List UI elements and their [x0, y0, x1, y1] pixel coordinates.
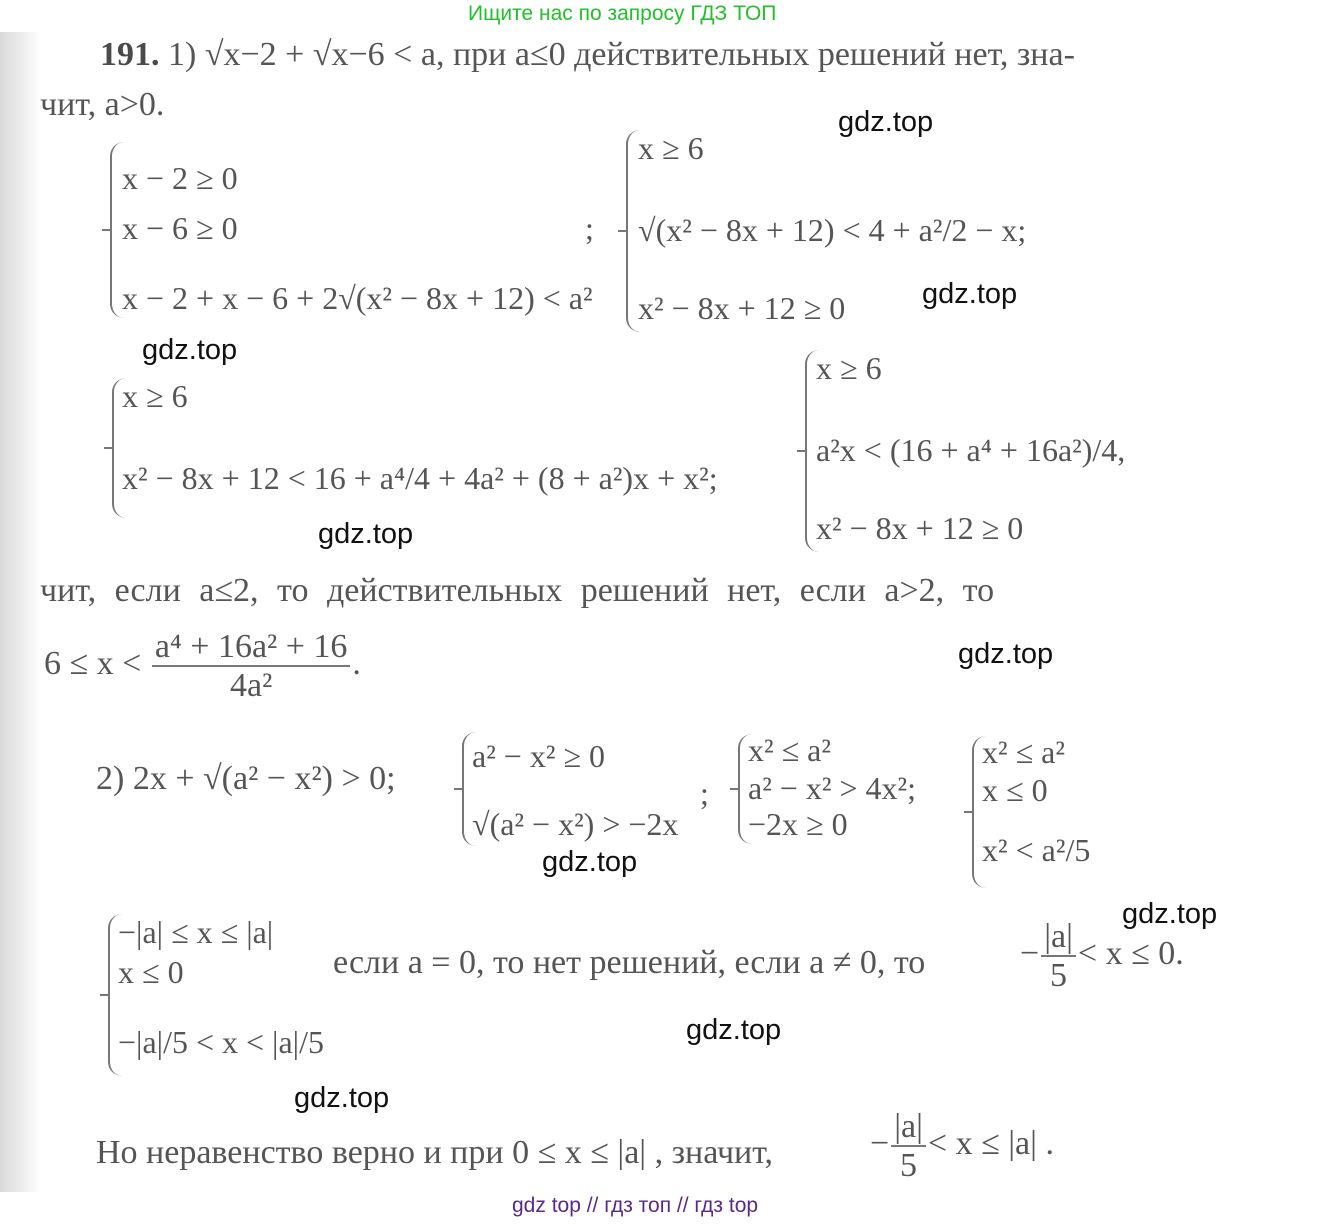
sys2-line-2: √(x² − 8x + 12) < 4 + a²/2 − x; — [638, 212, 1027, 248]
sys1-line-2: x − 6 ≥ 0 — [122, 210, 238, 246]
p2-sys1-line-2: √(a² − x²) > −2x — [472, 806, 679, 842]
part1-intro-expr: √x−2 + √x−6 < a, — [204, 36, 445, 73]
part2-case-text: если a = 0, то нет решений, если a ≠ 0, то — [333, 944, 926, 981]
sys1-line-3: x − 2 + x − 6 + 2√(x² − 8x + 12) < a² — [122, 280, 593, 316]
p2-sys4-line-2: x ≤ 0 — [118, 954, 184, 990]
p2-sys4-line-1: −|a| ≤ x ≤ |a| — [118, 914, 274, 950]
watermark: gdz.top — [542, 846, 638, 878]
p2-sys1-line-1: a² − x² ≥ 0 — [472, 738, 605, 774]
p2-sys2-line-2: a² − x² > 4x²; — [748, 770, 916, 806]
watermark: gdz.top — [294, 1082, 390, 1114]
watermark: gdz.top — [838, 106, 934, 138]
sys2-line-1: x ≥ 6 — [638, 130, 704, 166]
sys1-line-1: x − 2 ≥ 0 — [122, 160, 238, 196]
bottom-banner: gdz top // гдз топ // гдз top — [512, 1194, 759, 1217]
scan-edge-shadow — [0, 32, 42, 1192]
part2-expression — [96, 760, 396, 798]
part2-case-result: − $\frac{|a|}{5}$ < x ≤ 0. — [1020, 918, 1184, 995]
top-banner: Ищите нас по запросу ГДЗ ТОП — [468, 2, 777, 25]
watermark: gdz.top — [958, 638, 1054, 670]
p2-sys3-line-3: x² < a²/5 — [982, 832, 1091, 868]
sys2-line-3: x² − 8x + 12 ≥ 0 — [638, 290, 846, 326]
sys4-line-3: x² − 8x + 12 ≥ 0 — [816, 510, 1024, 546]
result-denominator: 4a² — [229, 667, 273, 705]
sys4-line-2: a²x < (16 + a⁴ + 16a²)/4, — [816, 432, 1126, 468]
result-numerator: a⁴ + 16a² + 16 — [152, 628, 351, 667]
p2-semicolon: ; — [700, 775, 709, 811]
watermark: gdz.top — [686, 1014, 782, 1046]
result-lhs: 6 ≤ x < — [44, 645, 142, 683]
part2-final-text: Но неравенство верно и при 0 ≤ x ≤ |a| , значит, — [96, 1134, 774, 1171]
part1-intro-text: при a≤0 действительных решений нет, зна- — [452, 36, 1075, 73]
watermark: gdz.top — [318, 518, 414, 550]
sys3-line-2: x² − 8x + 12 < 16 + a⁴/4 + 4a² + (8 + a²)x + x²; — [122, 460, 718, 496]
part1-label: 1) — [168, 36, 197, 73]
p2-sys3-line-1: x² ≤ a² — [982, 734, 1065, 770]
p2-sys3-line-2: x ≤ 0 — [982, 772, 1048, 808]
watermark: gdz.top — [922, 278, 1018, 310]
p2-sys4-line-3: −|a|/5 < x < |a|/5 — [118, 1024, 324, 1060]
p2-sys2-line-3: −2x ≥ 0 — [748, 806, 848, 842]
case-result-text: < x ≤ 0. — [1077, 935, 1184, 973]
part2-expr: 2x + √(a² − x²) > 0; — [132, 760, 396, 797]
semicolon-1: ; — [585, 210, 594, 246]
watermark: gdz.top — [1122, 898, 1218, 930]
part1-intro-text-2: чит, a>0. — [40, 86, 165, 123]
p2-sys2-line-1: x² ≤ a² — [748, 732, 831, 768]
problem-number: 191. — [100, 36, 160, 73]
part1-conclusion-text: чит, если a≤2, то действительных решений нет, если a>2, то — [40, 572, 995, 609]
part2-final-result: − $\frac{|a|}{5}$ < x ≤ |a| . — [870, 1108, 1054, 1185]
result-fraction — [152, 628, 351, 705]
watermark: gdz.top — [142, 334, 238, 366]
final-result-text: < x ≤ |a| . — [927, 1125, 1054, 1163]
problem-line-1 — [100, 36, 1075, 74]
sys3-line-1: x ≥ 6 — [122, 378, 188, 414]
sys4-line-1: x ≥ 6 — [816, 350, 882, 386]
part2-label: 2) — [96, 760, 125, 797]
part1-conclusion-result: 6 ≤ x < $\frac{\text{a⁴ + 16a² + 16}}{\text{4a²}}$ . — [44, 628, 361, 705]
